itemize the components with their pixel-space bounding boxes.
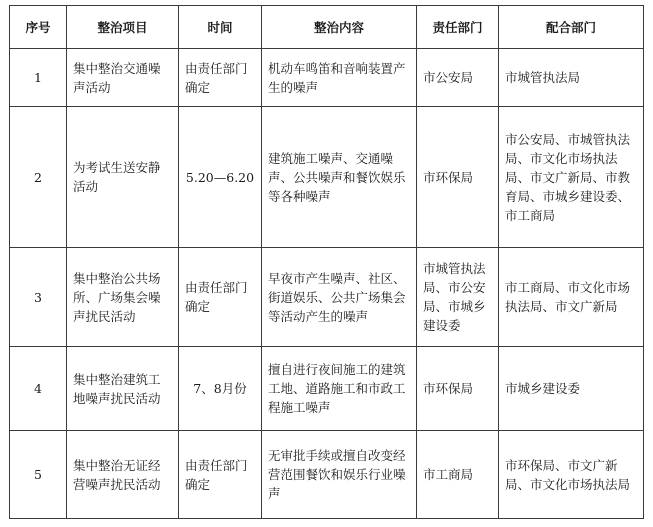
cell-item: 为考试生送安静活动 <box>67 107 179 248</box>
cell-item: 集中整治公共场所、广场集会噪声扰民活动 <box>67 248 179 347</box>
cell-item: 集中整治交通噪声活动 <box>67 49 179 107</box>
cell-content: 擅自进行夜间施工的建筑工地、道路施工和市政工程施工噪声 <box>262 347 417 431</box>
cell-time: 由责任部门确定 <box>179 431 262 519</box>
cell-no: 3 <box>10 248 67 347</box>
cell-cooperating: 市工商局、市文化市场执法局、市文广新局 <box>499 248 644 347</box>
header-item: 整治项目 <box>67 6 179 49</box>
cell-no: 4 <box>10 347 67 431</box>
cell-time: 7、8月份 <box>179 347 262 431</box>
cell-item: 集中整治无证经营噪声扰民活动 <box>67 431 179 519</box>
table-row <box>10 107 644 248</box>
cell-responsible: 市公安局 <box>417 49 499 107</box>
table-row <box>10 49 644 107</box>
cell-item: 集中整治建筑工地噪声扰民活动 <box>67 347 179 431</box>
cell-content: 建筑施工噪声、交通噪声、公共噪声和餐饮娱乐等各种噪声 <box>262 107 417 248</box>
header-responsible: 责任部门 <box>417 6 499 49</box>
cell-content: 无审批手续或擅自改变经营范围餐饮和娱乐行业噪声 <box>262 431 417 519</box>
cell-time: 由责任部门确定 <box>179 49 262 107</box>
cell-cooperating: 市城管执法局 <box>499 49 644 107</box>
cell-responsible: 市环保局 <box>417 347 499 431</box>
cell-cooperating: 市公安局、市城管执法局、市文化市场执法局、市文广新局、市教育局、市城乡建设委、市工商局 <box>499 107 644 248</box>
cell-cooperating: 市城乡建设委 <box>499 347 644 431</box>
cell-cooperating: 市环保局、市文广新局、市文化市场执法局 <box>499 431 644 519</box>
rectification-table <box>9 5 644 519</box>
cell-content: 早夜市产生噪声、社区、街道娱乐、公共广场集会等活动产生的噪声 <box>262 248 417 347</box>
header-no: 序号 <box>10 6 67 49</box>
table-row <box>10 248 644 347</box>
header-row <box>10 6 644 49</box>
cell-time: 由责任部门确定 <box>179 248 262 347</box>
header-cooperating: 配合部门 <box>499 6 644 49</box>
cell-no: 2 <box>10 107 67 248</box>
header-time: 时间 <box>179 6 262 49</box>
cell-content: 机动车鸣笛和音响装置产生的噪声 <box>262 49 417 107</box>
cell-responsible: 市城管执法局、市公安局、市城乡建设委 <box>417 248 499 347</box>
table-row <box>10 431 644 519</box>
cell-time: 5.20—6.20 <box>179 107 262 248</box>
cell-no: 1 <box>10 49 67 107</box>
cell-no: 5 <box>10 431 67 519</box>
table-row <box>10 347 644 431</box>
header-content: 整治内容 <box>262 6 417 49</box>
cell-responsible: 市工商局 <box>417 431 499 519</box>
cell-responsible: 市环保局 <box>417 107 499 248</box>
